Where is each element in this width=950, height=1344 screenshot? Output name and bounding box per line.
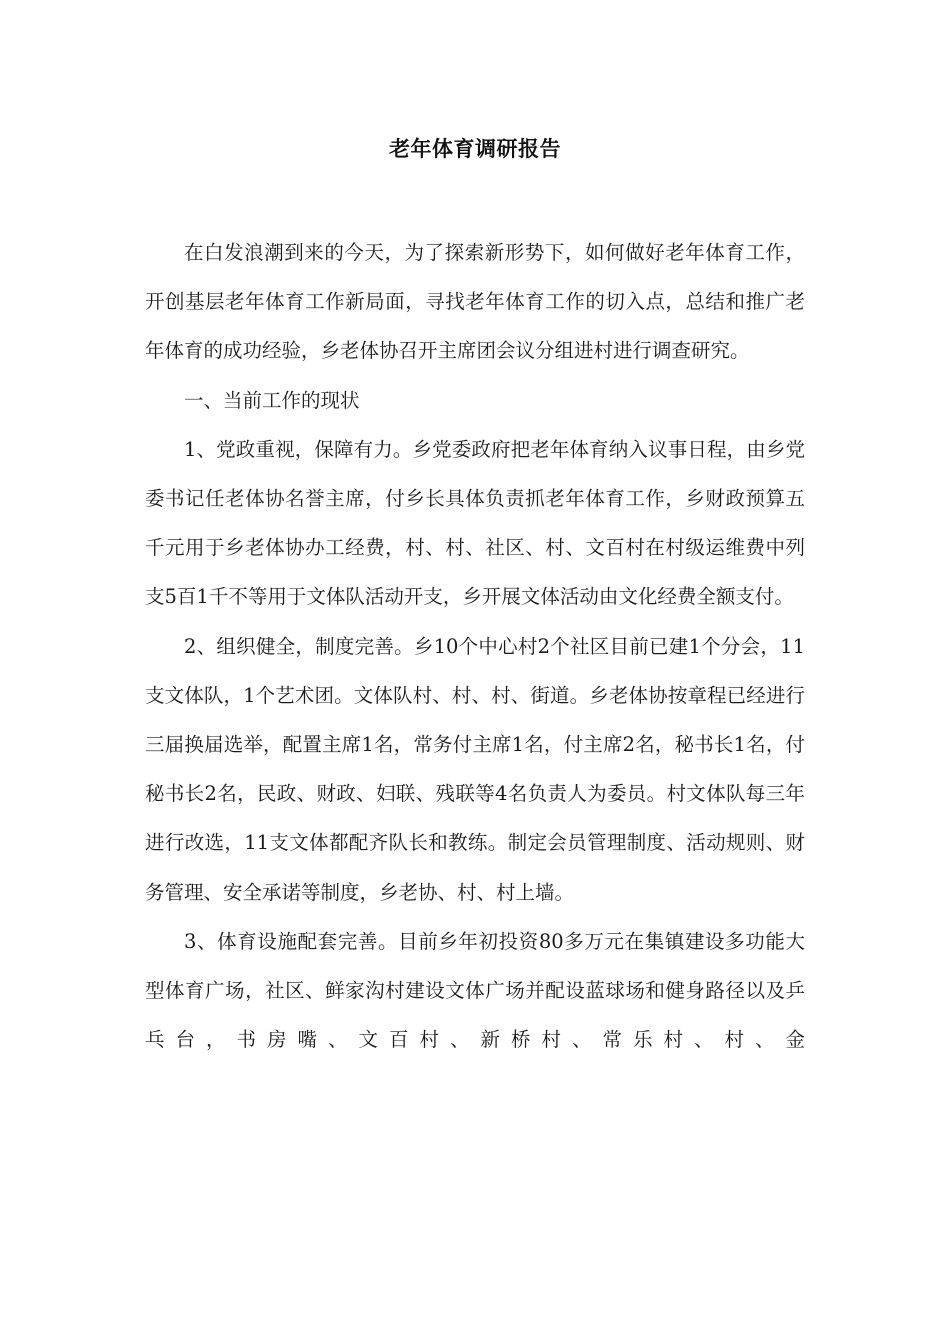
paragraph-item-1: 1、党政重视，保障有力。乡党委政府把老年体育纳入议事日程，由乡党委书记任老体协名誉主席，付乡长具体负责抓老年体育工作，乡财政预算五千元用于乡老体协办工经费，村、村、社区、村、文百村在村级运维费中列支5百1千不等用于文体队活动开支，乡开展文体活动由文化经费全额支付。	[145, 437, 805, 609]
paragraph-item-2: 2、组织健全，制度完善。乡10个中心村2个社区目前已建1个分会，11支文体队，1个艺术团。文体队村、村、村、街道。乡老体协按章程已经进行三届换届选举，配置主席1名，常务付主席1名，付主席2名，秘书长1名，付秘书长2名，民政、财政、妇联、残联等4名负责人为委员。村文体队每三年进行改选，11支文体都配齐队长和教练。制定会员管理制度、活动规则、财务管理、安全承诺等制度，乡老协、村、村上墙。	[145, 634, 805, 904]
section-heading-current-status: 一、当前工作的现状	[184, 388, 360, 412]
paragraph-intro: 在白发浪潮到来的今天，为了探索新形势下，如何做好老年体育工作，开创基层老年体育工作新局面，寻找老年体育工作的切入点，总结和推广老年体育的成功经验，乡老体协召开主席团会议分组进村进行调查研究。	[145, 241, 805, 363]
paragraph-item-3: 3、体育设施配套完善。目前乡年初投资80多万元在集镇建设多功能大型体育广场，社区、鲜家沟村建设文体广场并配设蓝球场和健身路径以及乒乓台，书房嘴、文百村、新桥村、常乐村、村、金	[145, 929, 805, 1052]
document-title: 老年体育调研报告	[389, 137, 561, 161]
document-body	[145, 228, 805, 1064]
